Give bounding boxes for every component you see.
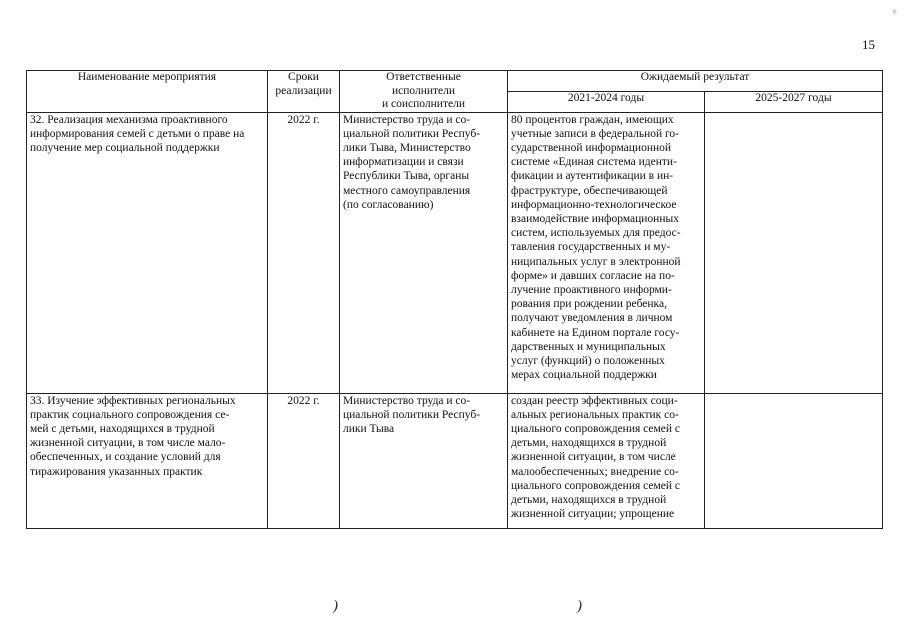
term-cell: 2022 г. — [268, 112, 340, 393]
header-expected-result: Ожидаемый результат — [508, 71, 883, 92]
header-name: Наименование мероприятия — [27, 71, 268, 113]
result-2021-2024-cell: 80 процентов граждан, имеющих учетные записи в федеральной го- сударственной информационной системе «Единая система иденти- фикации и аутентификации в ин- фраструктуре, обеспечивающей информационно-технологическое взаимодействие информационных систем, используемых для предос- тавления государственных и му- ниципальных услуг в электронной форме» и давших согласие на по- лучение проактивного информи- рования при рождении ребенка, получают уведомления в личном кабинете на Едином портале госу- дарственных и муниципальных услуг (функций) о положенных мерах социальной поддержки — [508, 112, 705, 393]
page-number: 15 — [862, 37, 875, 52]
result-2021-2024-cell: создан реестр эффективных соци- альных региональных практик со- циального сопровождения семей с детьми, находящихся в трудной жизненной ситуации, в том числе малообеспеченных; внедрение со- циального сопровождения семей с детьми, находящихся в трудной жизненной ситуации; упрощение — [508, 393, 705, 528]
responsible-cell: Министерство труда и со- циальной политики Респуб- лики Тыва — [340, 393, 508, 528]
measures-table — [26, 70, 883, 529]
header-period-2025-2027: 2025-2027 годы — [705, 91, 883, 112]
result-2025-2027-cell — [705, 112, 883, 393]
header-terms: Сроки реализации — [268, 71, 340, 113]
table-row — [27, 112, 883, 393]
term-cell: 2022 г. — [268, 393, 340, 528]
measure-name-cell: 32. Реализация механизма проактивного информирования семей с детьми о праве на получение мер социальной поддержки — [27, 112, 268, 393]
header-responsible: Ответственные исполнители и соисполнители — [340, 71, 508, 113]
responsible-cell: Министерство труда и со- циальной политики Респуб- лики Тыва, Министерство информатизации и связи Республики Тыва, органы местного самоуправления (по согласованию) — [340, 112, 508, 393]
header-period-2021-2024: 2021-2024 годы — [508, 91, 705, 112]
table-row — [27, 393, 883, 528]
result-2025-2027-cell — [705, 393, 883, 528]
measure-name-cell: 33. Изучение эффективных региональных практик социального сопровождения се- мей с детьми, находящихся в трудной жизненной ситуации, в том числе мало- обеспеченных, и создание условий для тиражирования указанных практик — [27, 393, 268, 528]
binding-hole-mark-right: ) — [577, 598, 582, 614]
binding-hole-mark-left: ) — [333, 598, 338, 614]
scan-corner-mark: ꙳ — [892, 8, 897, 18]
